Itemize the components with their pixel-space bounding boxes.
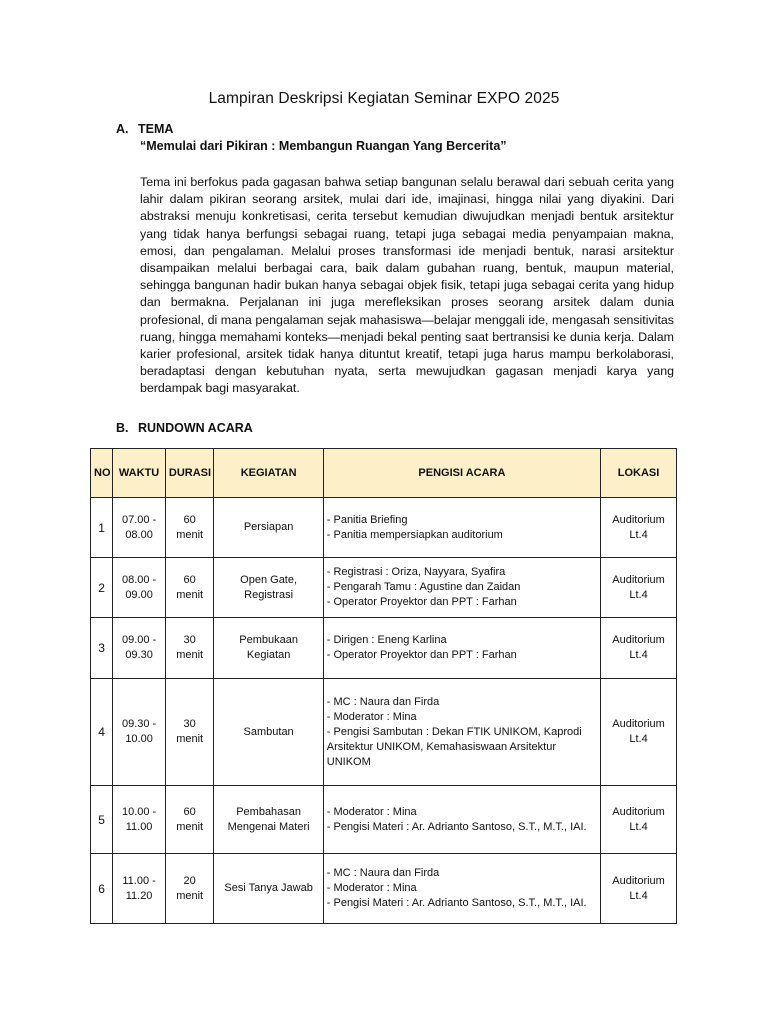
header-no: NO	[91, 449, 113, 498]
cell-durasi-line: menit	[176, 733, 204, 745]
cell-waktu	[113, 558, 166, 618]
theme-description: Tema ini berfokus pada gagasan bahwa setiap bangunan selalu berawal dari sebuah cerita yang lahir dalam pikiran seorang arsitek, mulai dari ide, imajinasi, hingga nilai yang diyakini. Dari abstraksi menuju konkretisasi, cerita tersebut kemudian diwujudkan menjadi bentuk arsitektur yang tidak hanya berfungsi sebagai ruang, tetapi juga sebagai media penyampaian makna, emosi, dan pengalaman. Melalui proses transformasi ide menjadi bentuk, narasi arsitektur disampaikan melalui berbagai cara, baik dalam gubahan ruang, bentuk, maupun material, sehingga bangunan hadir bukan hanya sebagai objek fisik, tetapi juga sebagai cerita yang hidup dan bermakna. Perjalanan ini juga merefleksikan proses seorang arsitek dalam dunia profesional, di mana pengalaman sejak mahasiswa—belajar menggali ide, mengasah sensitivitas ruang, hingga memahami konteks—menjadi bekal penting saat bertransisi ke dunia kerja. Dalam karier profesional, arsitek tidak hanya dituntut kreatif, tetapi juga harus mampu berkolaborasi, beradaptasi dengan kebutuhan nyata, serta mewujudkan gagasan menjadi karya yang berdampak bagi masyarakat.	[140, 175, 674, 396]
cell-kegiatan-line: Kegiatan	[246, 649, 291, 661]
table-row	[91, 786, 677, 854]
cell-lokasi	[601, 854, 677, 924]
cell-durasi-line: 60	[183, 513, 196, 526]
cell-waktu-line: 10.00 -	[121, 805, 157, 818]
cell-durasi-line: menit	[176, 889, 204, 902]
table-row	[91, 558, 677, 618]
cell-kegiatan-line: Pembukaan	[239, 634, 298, 646]
cell-pengisi-acara-line: - Pengisi Materi : Ar. Adrianto Santoso, S.T., M.T., IAI.	[326, 820, 587, 833]
cell-durasi-line: 60	[183, 573, 196, 586]
cell-waktu	[113, 618, 166, 679]
cell-kegiatan-line: Open Gate,	[240, 573, 298, 586]
cell-lokasi-line: Auditorium	[612, 718, 665, 730]
cell-pengisi-acara-line: - Moderator : Mina	[326, 710, 417, 723]
cell-kegiatan-line: Registrasi	[244, 588, 294, 601]
cell-waktu-line: 10.00	[125, 733, 153, 745]
section-b-title: RUNDOWN ACARA	[138, 421, 253, 435]
header-waktu: WAKTU	[113, 449, 166, 498]
cell-waktu	[113, 854, 166, 924]
cell-lokasi-line: Auditorium	[612, 874, 665, 887]
cell-waktu-line: 09.30 -	[121, 718, 157, 730]
cell-durasi	[165, 786, 214, 854]
cell-durasi	[165, 558, 214, 618]
header-durasi: DURASI	[165, 449, 214, 498]
cell-durasi	[165, 679, 214, 786]
cell-waktu	[113, 498, 166, 558]
cell-kegiatan-line: Persiapan	[243, 521, 294, 533]
cell-lokasi	[601, 618, 677, 679]
cell-durasi-line: menit	[176, 649, 204, 661]
cell-pengisi-acara-line: - Operator Proyektor dan PPT : Farhan	[326, 649, 517, 661]
cell-lokasi-line: Lt.4	[629, 649, 648, 661]
cell-lokasi-line: Auditorium	[612, 513, 665, 526]
rundown-table	[90, 448, 677, 924]
table-row	[91, 854, 677, 924]
rundown-table-body	[91, 498, 677, 924]
section-a-heading	[116, 122, 173, 136]
cell-lokasi	[601, 498, 677, 558]
cell-pengisi-acara-line: - Pengisi Sambutan : Dekan FTIK UNIKOM, Kaprodi Arsitektur UNIKOM, Kemahasiswaan Arsitektur UNIKOM	[326, 725, 582, 768]
cell-lokasi-line: Lt.4	[629, 588, 648, 601]
cell-pengisi-acara-line: - Dirigen : Eneng Karlina	[326, 634, 447, 646]
cell-waktu-line: 09.00	[125, 588, 153, 601]
header-lokasi: LOKASI	[601, 449, 677, 498]
cell-pengisi-acara	[323, 558, 600, 618]
cell-pengisi-acara	[323, 618, 600, 679]
cell-durasi-line: 20	[183, 874, 196, 887]
cell-pengisi-acara	[323, 498, 600, 558]
cell-lokasi	[601, 786, 677, 854]
cell-durasi-line: 60	[183, 805, 196, 818]
cell-kegiatan	[214, 679, 323, 786]
cell-lokasi	[601, 679, 677, 786]
section-a-title: TEMA	[138, 122, 174, 136]
cell-pengisi-acara-line: - Pengarah Tamu : Agustine dan Zaidan	[326, 581, 521, 593]
cell-kegiatan-line: Mengenai Materi	[227, 820, 310, 833]
cell-pengisi-acara-line: - MC : Naura dan Firda	[326, 867, 440, 879]
cell-no: 1	[91, 498, 113, 558]
cell-pengisi-acara-line: - MC : Naura dan Firda	[326, 695, 440, 708]
section-a-letter: A.	[116, 122, 129, 136]
section-b-letter: B.	[116, 421, 129, 435]
cell-lokasi	[601, 558, 677, 618]
cell-lokasi-line: Lt.4	[629, 733, 648, 745]
cell-no: 4	[91, 679, 113, 786]
cell-lokasi-line: Auditorium	[612, 805, 665, 818]
cell-pengisi-acara-line: - Registrasi : Oriza, Nayyara, Syafira	[326, 566, 506, 578]
cell-lokasi-line: Auditorium	[612, 573, 665, 586]
cell-kegiatan	[214, 498, 323, 558]
cell-durasi-line: menit	[176, 820, 204, 833]
header-kegiatan: KEGIATAN	[214, 449, 323, 498]
cell-kegiatan-line: Pembahasan	[236, 805, 302, 818]
table-row	[91, 618, 677, 679]
cell-pengisi-acara	[323, 786, 600, 854]
table-row	[91, 679, 677, 786]
cell-durasi	[165, 498, 214, 558]
cell-kegiatan	[214, 558, 323, 618]
cell-kegiatan	[214, 786, 323, 854]
cell-durasi	[165, 854, 214, 924]
cell-waktu-line: 11.00 -	[122, 874, 156, 887]
cell-pengisi-acara-line: - Moderator : Mina	[326, 882, 417, 894]
cell-kegiatan-line: Sambutan	[243, 725, 294, 738]
cell-no: 5	[91, 786, 113, 854]
cell-waktu-line: 09.30	[125, 649, 153, 661]
theme-quote: “Memulai dari Pikiran : Membangun Ruangan Yang Bercerita”	[140, 139, 507, 153]
cell-lokasi-line: Lt.4	[629, 820, 648, 833]
cell-waktu-line: 11.00	[125, 820, 153, 833]
cell-waktu-line: 08.00 -	[121, 573, 157, 586]
cell-waktu	[113, 786, 166, 854]
cell-pengisi-acara-line: - Panitia mempersiapkan auditorium	[326, 528, 503, 541]
cell-waktu	[113, 679, 166, 786]
cell-pengisi-acara-line: - Operator Proyektor dan PPT : Farhan	[326, 596, 517, 608]
document-title: Lampiran Deskripsi Kegiatan Seminar EXPO 2025	[208, 90, 560, 107]
cell-kegiatan-line: Sesi Tanya Jawab	[224, 882, 313, 894]
header-pengisi-acara: PENGISI ACARA	[323, 449, 600, 498]
cell-pengisi-acara	[323, 679, 600, 786]
cell-lokasi-line: Lt.4	[629, 889, 648, 902]
cell-durasi-line: 30	[183, 634, 196, 646]
cell-lokasi-line: Lt.4	[629, 528, 648, 541]
table-row	[91, 498, 677, 558]
cell-durasi-line: 30	[183, 718, 196, 730]
cell-pengisi-acara	[323, 854, 600, 924]
table-header-row	[91, 449, 677, 498]
cell-lokasi-line: Auditorium	[612, 634, 665, 646]
cell-pengisi-acara-line: - Moderator : Mina	[326, 805, 417, 818]
cell-durasi-line: menit	[176, 588, 204, 601]
cell-no: 6	[91, 854, 113, 924]
cell-waktu-line: 07.00 -	[121, 513, 157, 526]
cell-pengisi-acara-line: - Panitia Briefing	[326, 513, 408, 526]
cell-kegiatan	[214, 618, 323, 679]
cell-durasi	[165, 618, 214, 679]
cell-waktu-line: 09.00 -	[121, 634, 157, 646]
cell-no: 2	[91, 558, 113, 618]
section-b-heading	[116, 421, 253, 435]
cell-waktu-line: 11.20	[125, 889, 153, 902]
cell-kegiatan	[214, 854, 323, 924]
cell-waktu-line: 08.00	[125, 528, 153, 541]
cell-pengisi-acara-line: - Pengisi Materi : Ar. Adrianto Santoso, S.T., M.T., IAI.	[326, 897, 587, 909]
cell-durasi-line: menit	[176, 528, 204, 541]
cell-no: 3	[91, 618, 113, 679]
